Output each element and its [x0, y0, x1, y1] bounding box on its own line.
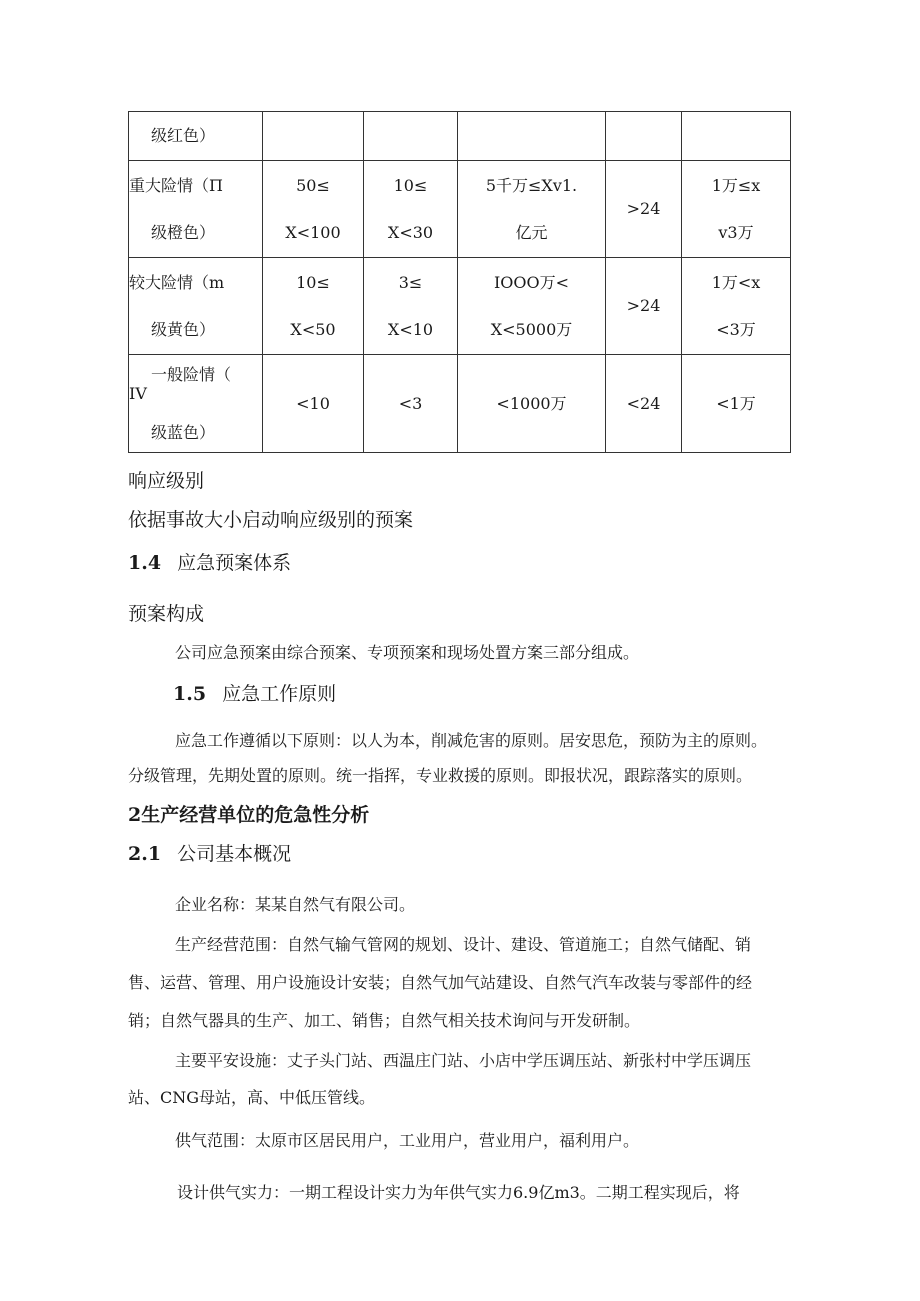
table-cell: 1万≤x v3万	[682, 161, 791, 258]
supply-scope: 供气范围：太原市区居民用户，工业用户，营业用户，福利用户。	[175, 1131, 640, 1150]
section-1-4-heading: 1.4 应急预案体系	[128, 552, 292, 574]
company-name: 企业名称：某某自然气有限公司。	[175, 895, 416, 914]
table-row	[129, 112, 791, 161]
table-row	[129, 161, 791, 258]
table-cell	[606, 112, 682, 161]
table-cell: <10	[263, 355, 364, 453]
plan-composition-text: 公司应急预案由综合预案、专项预案和现场处置方案三部分组成。	[175, 643, 640, 662]
design-capacity: 设计供气实力：一期工程设计实力为年供气实力6.9亿m3。二期工程实现后，将	[177, 1183, 740, 1202]
table-cell	[364, 112, 458, 161]
table-cell: IOOO万< X<5000万	[458, 258, 606, 355]
table-row	[129, 258, 791, 355]
table-row	[129, 355, 791, 453]
table-cell: 10≤ X<50	[263, 258, 364, 355]
response-level-desc: 依据事故大小启动响应级别的预案	[128, 509, 414, 531]
principle-line-2: 分级管理，先期处置的原则。统一指挥，专业救援的原则。即报状况，跟踪落实的原则。	[128, 766, 753, 785]
table-cell: 5千万≤Xv1. 亿元	[458, 161, 606, 258]
section-2-heading: 2生产经营单位的危急性分析	[128, 804, 370, 826]
table-cell: >24	[606, 161, 682, 258]
table-cell: <1万	[682, 355, 791, 453]
level-cell: 级红色）	[129, 112, 263, 161]
principle-line-1: 应急工作遵循以下原则：以人为本，削减危害的原则。居安思危，预防为主的原则。	[175, 731, 768, 750]
table-cell	[682, 112, 791, 161]
business-scope-line-2: 售、运营、管理、用户设施设计安装；自然气加气站建设、自然气汽车改装与零部件的经	[128, 973, 753, 992]
table-cell: 50≤ X<100	[263, 161, 364, 258]
table-cell	[458, 112, 606, 161]
table-cell: 10≤ X<30	[364, 161, 458, 258]
table-cell	[263, 112, 364, 161]
table-cell: 3≤ X<10	[364, 258, 458, 355]
level-cell: 一般险情（ IV 级蓝色）	[129, 355, 263, 453]
business-scope-line-1: 生产经营范围：自然气输气管网的规划、设计、建设、管道施工；自然气储配、销	[175, 935, 752, 954]
section-1-5-heading: 1.5 应急工作原则	[173, 683, 337, 705]
facilities-line-1: 主要平安设施：丈子头门站、西温庄门站、小店中学压调压站、新张村中学压调压	[175, 1051, 752, 1070]
facilities-line-2: 站、CNG母站，高、中低压管线。	[128, 1088, 376, 1107]
table-cell: <24	[606, 355, 682, 453]
level-cell: 较大险情（m 级黄色）	[129, 258, 263, 355]
response-level-heading: 响应级别	[128, 470, 205, 492]
section-2-1-heading: 2.1 公司基本概况	[128, 843, 292, 865]
table-cell: 1万<x <3万	[682, 258, 791, 355]
table-cell: <1000万	[458, 355, 606, 453]
emergency-grade-table	[128, 111, 791, 453]
plan-composition-heading: 预案构成	[128, 603, 205, 625]
business-scope-line-3: 销；自然气器具的生产、加工、销售；自然气相关技术询问与开发研制。	[128, 1011, 641, 1030]
table-cell: <3	[364, 355, 458, 453]
table-cell: >24	[606, 258, 682, 355]
level-cell: 重大险情（Π 级橙色）	[129, 161, 263, 258]
